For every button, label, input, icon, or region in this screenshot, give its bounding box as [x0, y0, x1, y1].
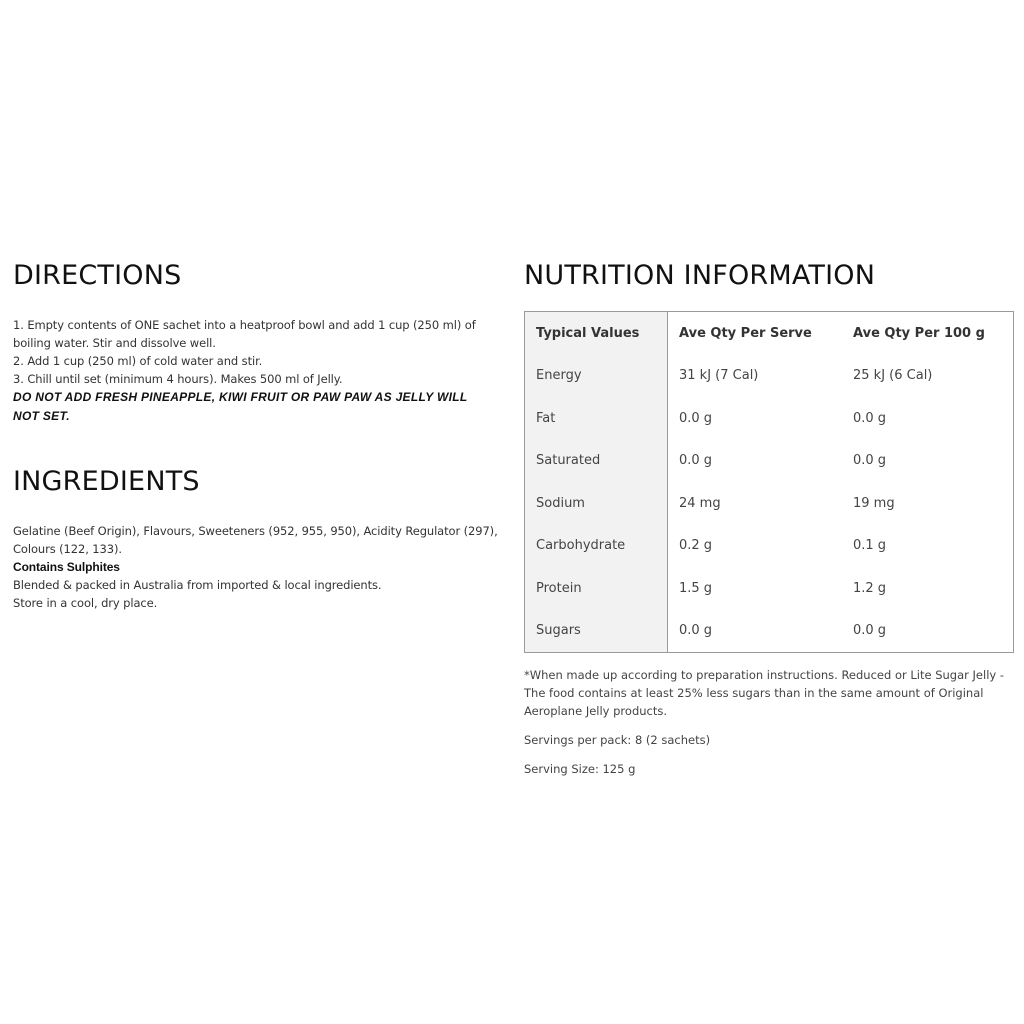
ingredients-body: [13, 522, 503, 612]
per-100g-value: 0.0 g: [853, 410, 887, 426]
table-row: [525, 610, 1014, 653]
nutrient-name: Saturated: [525, 440, 668, 483]
nutrient-name: Protein: [525, 567, 668, 610]
left-column: [13, 258, 503, 612]
per-serve-value: 0.0 g: [679, 623, 713, 639]
origin-statement: Blended & packed in Australia from imported & local ingredients.: [13, 578, 382, 592]
directions-body: [13, 316, 503, 426]
per-serve-value: 1.5 g: [679, 580, 713, 596]
per-100g-value: 1.2 g: [853, 580, 887, 596]
per-100g-value: 0.0 g: [853, 623, 887, 639]
per-serve-value: 0.0 g: [679, 410, 713, 426]
nutrient-name: Sugars: [525, 610, 668, 653]
directions-step: boiling water. Stir and dissolve well.: [13, 336, 216, 350]
per-100g-value: 25 kJ (6 Cal): [853, 368, 933, 384]
serving-size: Serving Size: 125 g: [524, 762, 636, 776]
ingredients-heading: INGREDIENTS: [13, 466, 200, 497]
column-header: Typical Values: [525, 312, 668, 355]
per-serve-value: 24 mg: [679, 495, 721, 511]
nutrition-heading: NUTRITION INFORMATION: [524, 260, 876, 291]
column-header: Ave Qty Per 100 g: [853, 325, 985, 341]
table-row: [525, 440, 1014, 483]
per-serve-value: 0.0 g: [679, 453, 713, 469]
nutrition-table: [524, 311, 1014, 653]
nutrient-name: Fat: [525, 397, 668, 440]
per-serve-value: 0.2 g: [679, 538, 713, 554]
directions-warning: DO NOT ADD FRESH PINEAPPLE, KIWI FRUIT OR PAW PAW AS JELLY WILL NOT SET.: [13, 390, 468, 423]
servings-per-pack: Servings per pack: 8 (2 sachets): [524, 733, 711, 747]
directions-step: 3. Chill until set (minimum 4 hours). Makes 500 ml of Jelly.: [13, 372, 343, 386]
directions-heading: DIRECTIONS: [13, 260, 182, 291]
table-row: [525, 482, 1014, 525]
per-serve-value: 31 kJ (7 Cal): [679, 368, 759, 384]
nutrient-name: Sodium: [525, 482, 668, 525]
nutrient-name: Energy: [525, 355, 668, 398]
per-100g-value: 0.1 g: [853, 538, 887, 554]
table-row: [525, 397, 1014, 440]
directions-step: 2. Add 1 cup (250 ml) of cold water and stir.: [13, 354, 263, 368]
storage-statement: Store in a cool, dry place.: [13, 596, 158, 610]
per-100g-value: 0.0 g: [853, 453, 887, 469]
directions-step: 1. Empty contents of ONE sachet into a heatproof bowl and add 1 cup (250 ml) of: [13, 318, 476, 332]
table-row: [525, 525, 1014, 568]
column-header: Ave Qty Per Serve: [679, 325, 812, 341]
nutrition-notes: [524, 666, 1014, 778]
per-100g-value: 19 mg: [853, 495, 895, 511]
right-column: [524, 258, 1014, 789]
allergen-statement: Contains Sulphites: [13, 560, 120, 574]
ingredients-list: Gelatine (Beef Origin), Flavours, Sweeteners (952, 955, 950), Acidity Regulator (297),: [13, 524, 498, 538]
nutrient-name: Carbohydrate: [525, 525, 668, 568]
table-row: [525, 355, 1014, 398]
footnote: *When made up according to preparation instructions. Reduced or Lite Sugar Jelly - The food contains at least 25% less sugars than in the same amount of Original Aeroplane Jelly products.: [524, 668, 1004, 718]
table-row: [525, 567, 1014, 610]
ingredients-list-cont: Colours (122, 133).: [13, 542, 122, 556]
table-header-row: [525, 312, 1014, 355]
